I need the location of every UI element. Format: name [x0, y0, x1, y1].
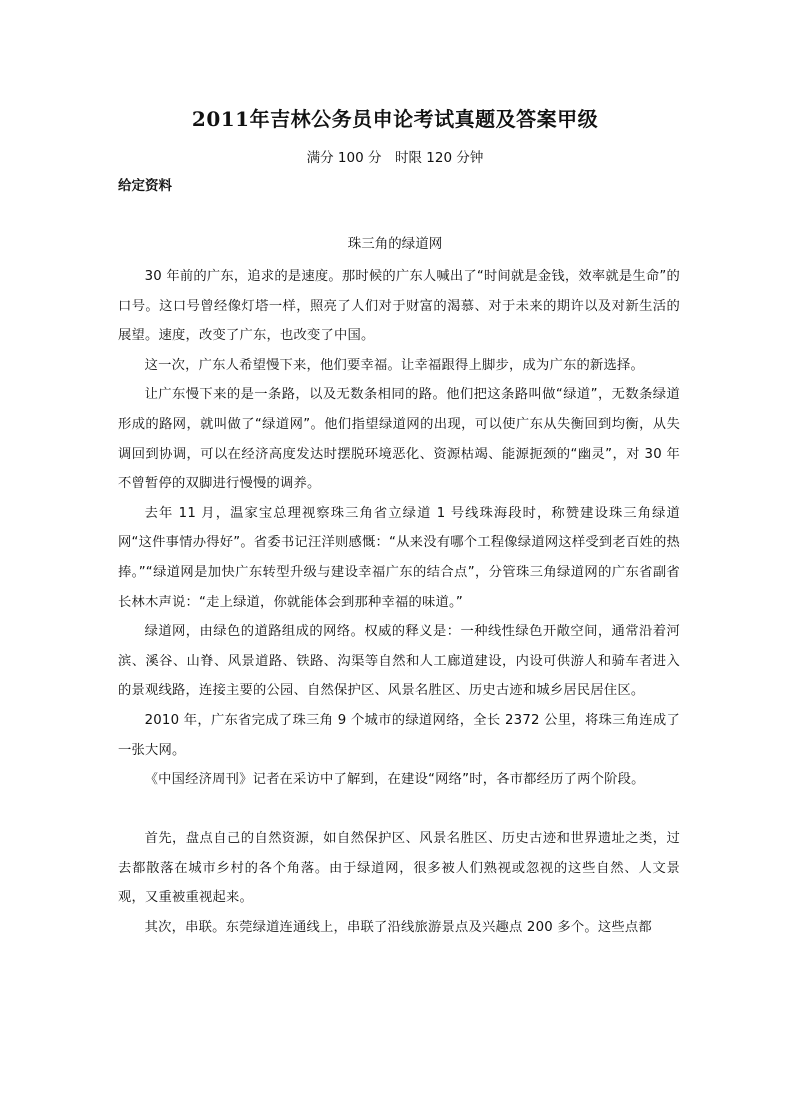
paragraph: 其次，串联。东莞绿道连通线上，串联了沿线旅游景点及兴趣点 200 多个。这些点都 — [144, 920, 652, 936]
paragraph: 让广东慢下来的是一条路，以及无数条相同的路。他们把这条路叫做“绿道”，无数条绿道形成的路网，就叫做了“绿道网”。他们指望绿道网的出现，可以使广东从失衡回到均衡，从失调回到协调，可以在经济高度发达时摆脱环境恶化、资源枯竭、能源扼颈的“幽灵”，对 30 年不曾暂停的双脚进行慢慢的调养。 — [118, 387, 680, 492]
paragraph: 绿道网，由绿色的道路组成的网络。权威的释义是：一种线性绿色开敞空间，通常沿着河滨、溪谷、山脊、风景道路、铁路、沟渠等自然和人工廊道建设，内设可供游人和骑车者进入的景观线路，连接主要的公园、自然保护区、风景名胜区、历史古迹和城乡居民居住区。 — [118, 624, 680, 699]
paragraph: 这一次，广东人希望慢下来，他们要幸福。让幸福跟得上脚步，成为广东的新选择。 — [144, 357, 644, 373]
paragraph: 30 年前的广东，追求的是速度。那时候的广东人喊出了“时间就是金钱，效率就是生命”的口号。这口号曾经像灯塔一样，照亮了人们对于财富的渴慕、对于未来的期许以及对新生活的展望。速度，改变了广东，也改变了中国。 — [118, 269, 680, 344]
paragraph: 去年 11 月，温家宝总理视察珠三角省立绿道 1 号线珠海段时，称赞建设珠三角绿道网“这件事情办得好”。省委书记汪洋则感慨：“从来没有哪个工程像绿道网这样受到老百姓的热捧。”“绿道网是加快广东转型升级与建设幸福广东的结合点”，分管珠三角绿道网的广东省副省长林木声说：“走上绿道，你就能体会到那种幸福的味道。” — [118, 505, 680, 610]
article-title: 珠三角的绿道网 — [347, 236, 443, 252]
document-subtitle: 满分 100 分 时限 120 分钟 — [306, 150, 484, 166]
paragraph: 2010 年，广东省完成了珠三角 9 个城市的绿道网络，全长 2372 公里，将珠三角连成了一张大网。 — [118, 712, 680, 758]
article-body — [118, 262, 680, 943]
paragraph: 《中国经济周刊》记者在采访中了解到，在建设“网络”时，各市都经历了两个阶段。 — [144, 772, 645, 788]
section-label: 给定资料 — [118, 178, 172, 194]
paragraph: 首先，盘点自己的自然资源，如自然保护区、风景名胜区、历史古迹和世界遗址之类，过去都散落在城市乡村的各个角落。由于绿道网，很多被人们熟视或忽视的这些自然、人文景观，又重被重视起来。 — [118, 831, 680, 906]
document-title: 2011年吉林公务员申论考试真题及答案甲级 — [191, 107, 599, 131]
